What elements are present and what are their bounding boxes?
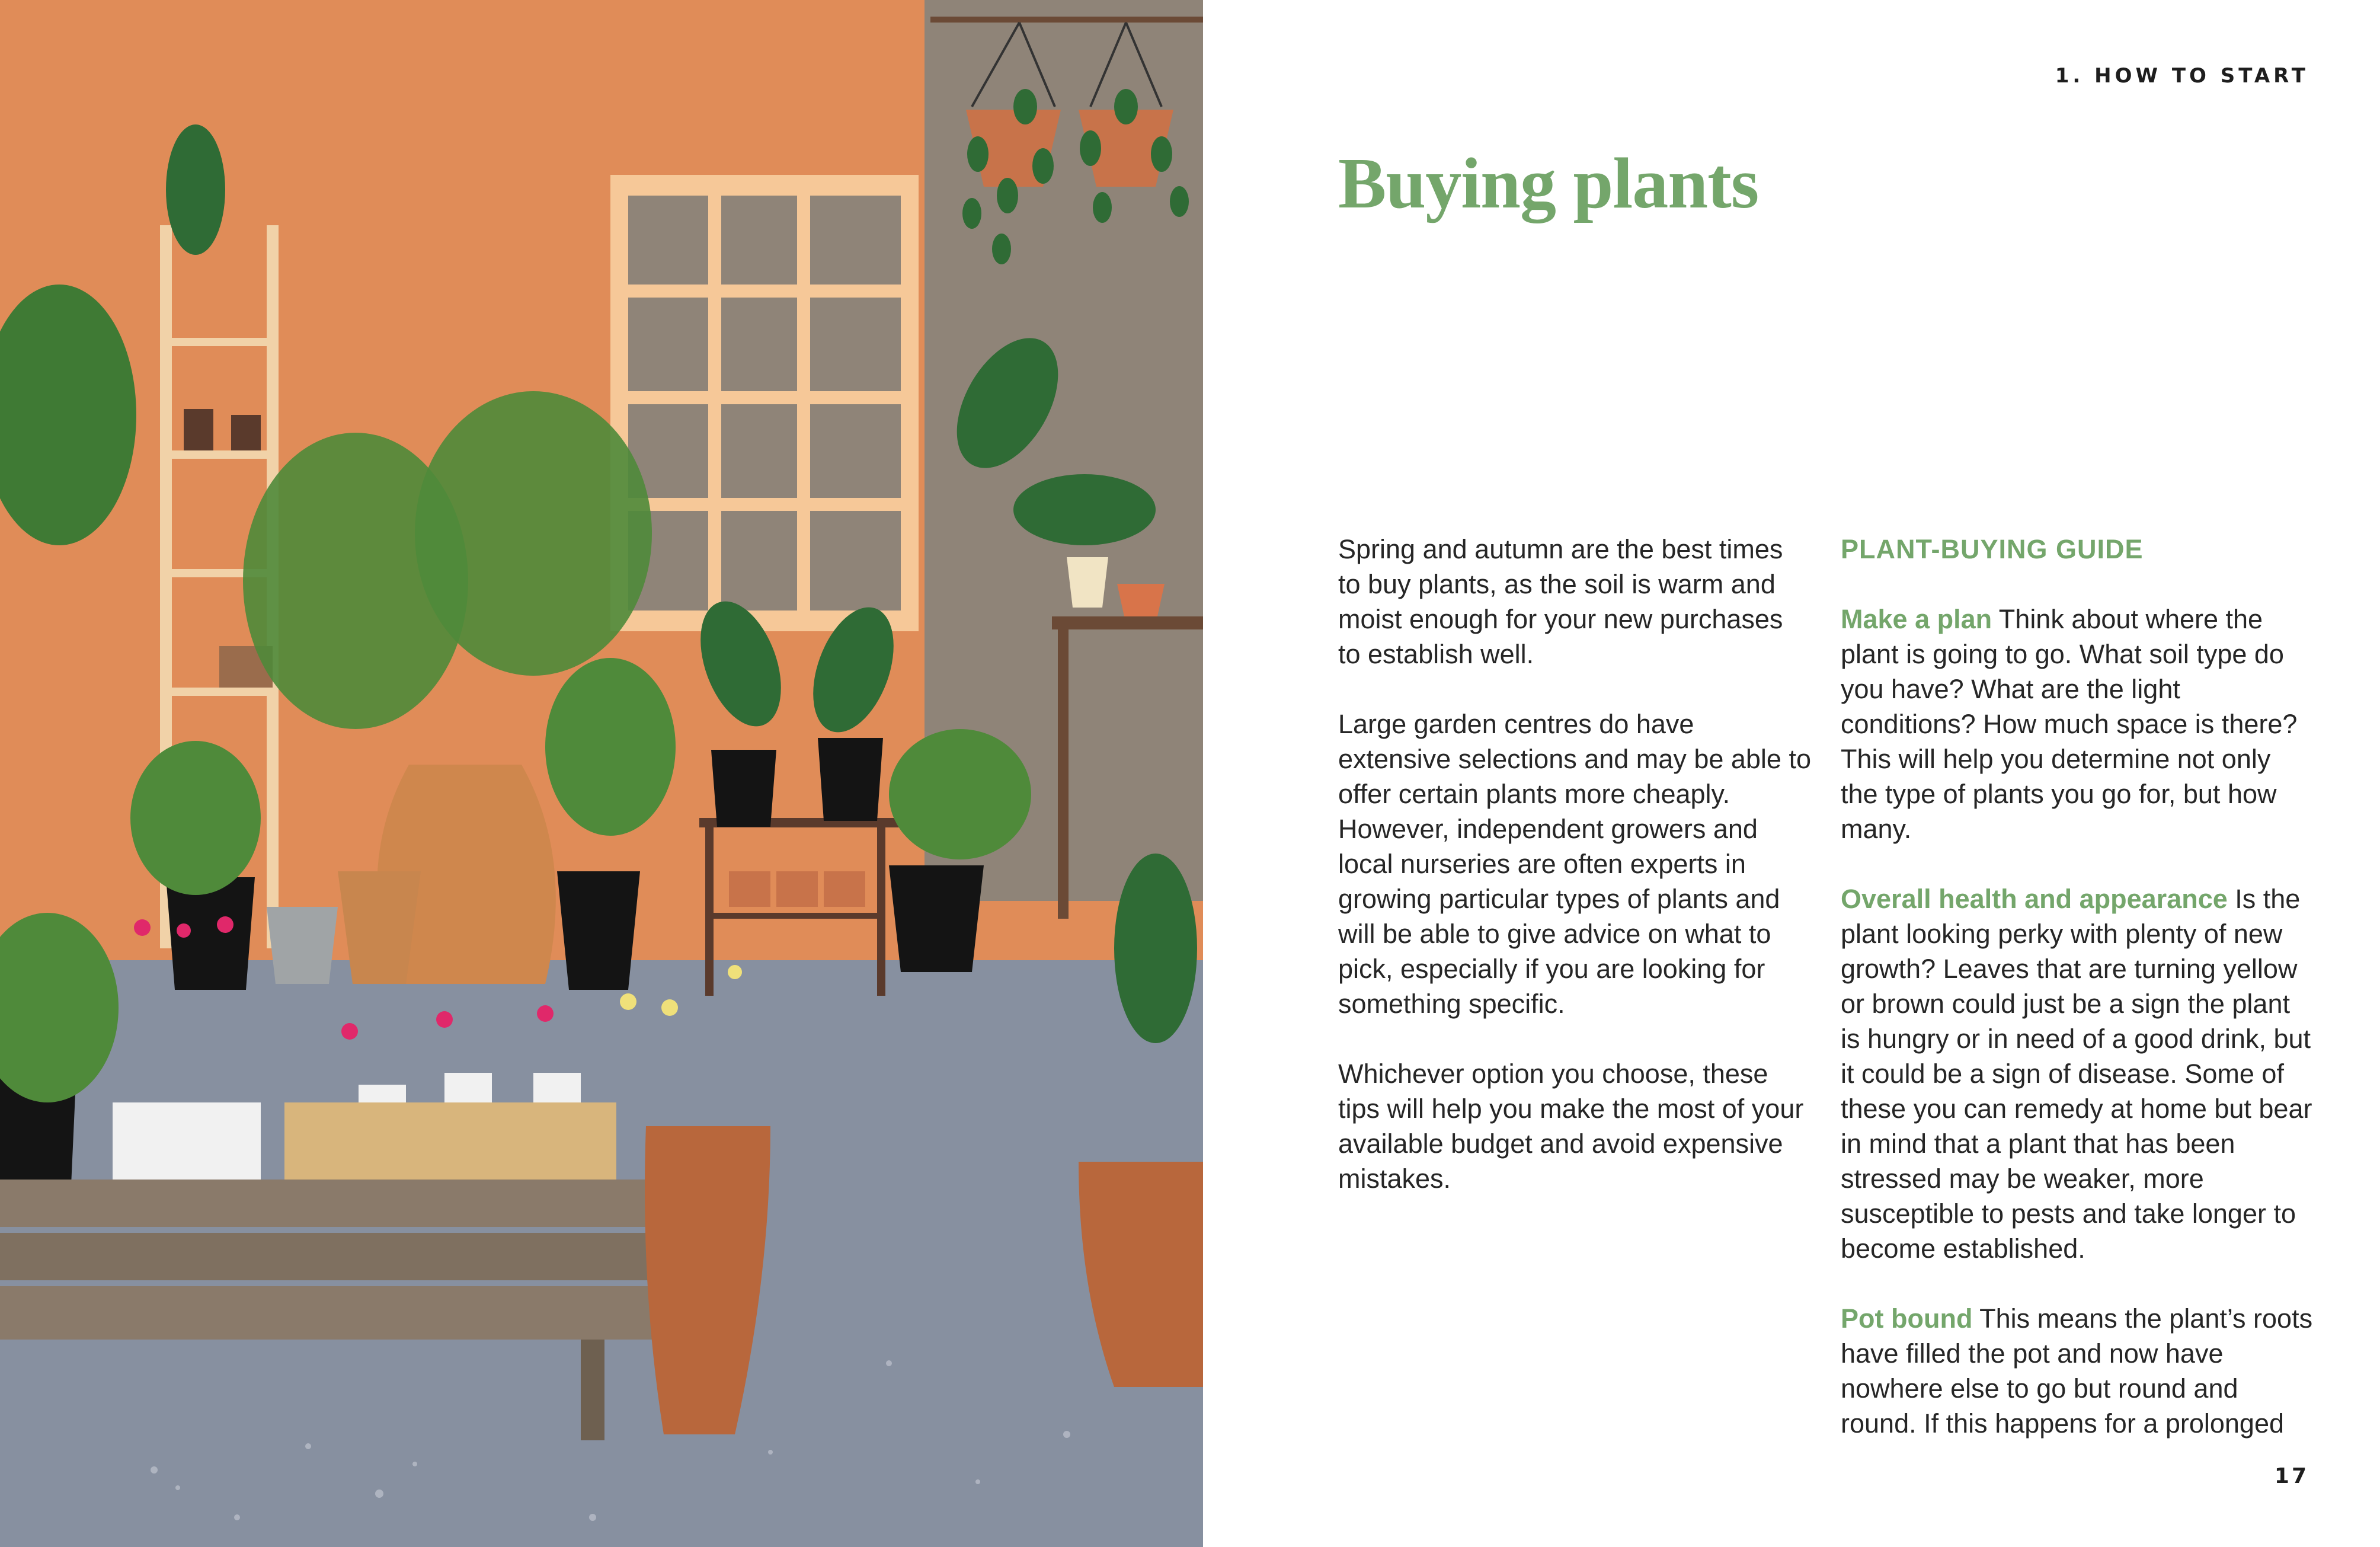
guide-heading: PLANT-BUYING GUIDE <box>1841 534 2144 564</box>
wooden-crate <box>284 1102 616 1185</box>
page-title: Buying plants <box>1338 143 1759 223</box>
intro-paragraph: Whichever option you choose, these tips will help you make the most of your available budget and avoid expensive mistakes. <box>1338 1059 1804 1194</box>
guide-keyword: Make a plan <box>1841 604 1992 634</box>
guide-item-overall-health <box>1841 881 2315 1266</box>
guide-item-make-a-plan <box>1841 602 2315 846</box>
window <box>610 175 919 631</box>
guide-text: Is the plant looking perky with plenty of new growth? Leaves that are turning yellow or brown could just be a sign the plant is hungry or in need of a good drink, but it could be a sign of disease. Some of these you can remedy at home but bear in mind that a plant that has been stressed may be weaker, more susceptible to pests and take longer to become established. <box>1841 884 2312 1264</box>
seedling-trays <box>729 871 865 907</box>
guide-keyword: Overall health and appearance <box>1841 884 2228 914</box>
guide-keyword: Pot bound <box>1841 1303 1973 1334</box>
section-label: 1. HOW TO START <box>2055 64 2309 88</box>
buying-guide <box>1841 532 2315 1476</box>
guide-item-pot-bound <box>1841 1301 2315 1441</box>
intro-paragraph: Spring and autumn are the best times to buy plants, as the soil is warm and moist enough for your new purchases to establish well. <box>1338 534 1783 669</box>
page-number: 17 <box>2274 1464 2309 1488</box>
intro-column <box>1338 532 1812 1231</box>
intro-paragraph: Large garden centres do have extensive selections and may be able to offer certain plants more cheaply. However, independent growers and local nurseries are often experts in growing particular types of plants and will be able to give advice on what to pick, especially if you are looking for something specific. <box>1338 709 1811 1019</box>
guide-text: This means the plant’s roots have filled the pot and now have nowhere else to go but round and round. If this happens for a prolonged <box>1841 1303 2313 1439</box>
guide-text: Think about where the plant is going to go. What soil type do you have? What are the light conditions? How much space is there? This will help you determine not only the type of plants you go for, but how many. <box>1841 604 2298 844</box>
